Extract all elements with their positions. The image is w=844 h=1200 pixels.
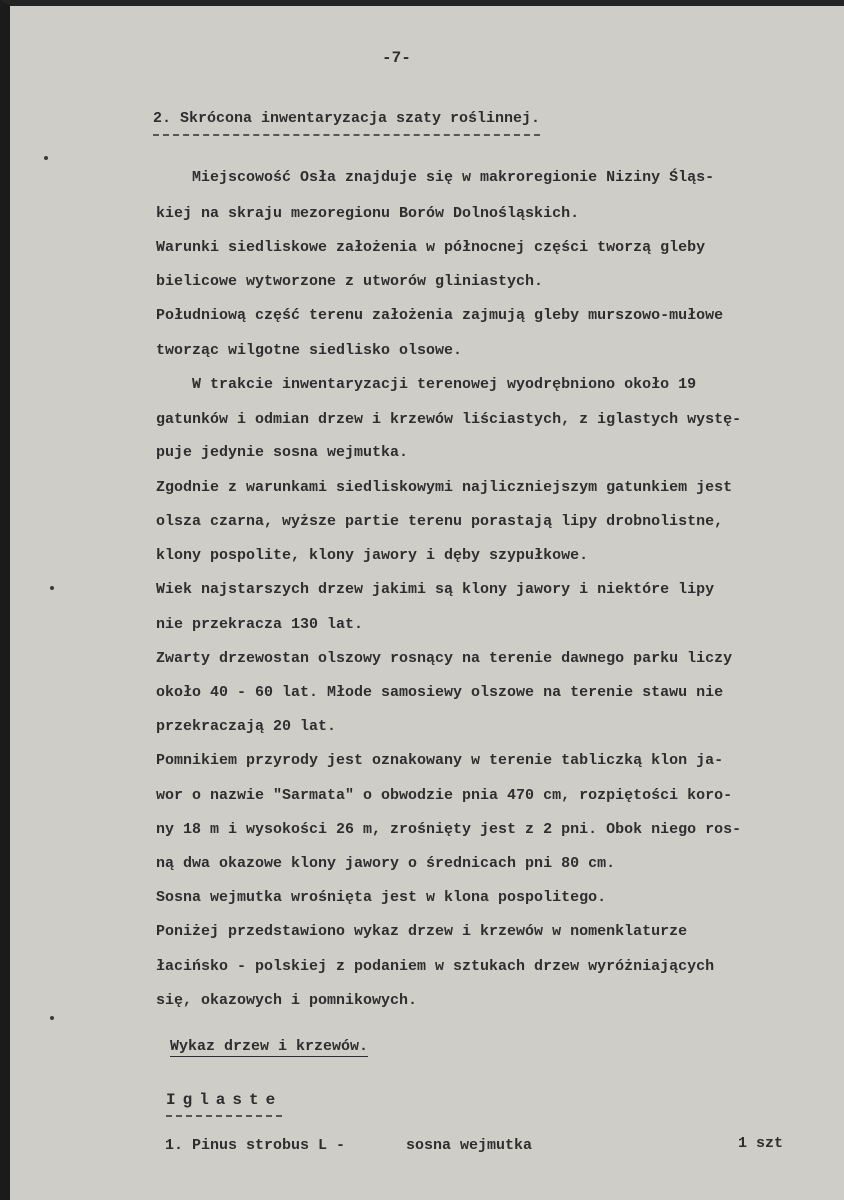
body-line: kiej na skraju mezoregionu Borów Dolnośląskich. xyxy=(156,205,580,222)
section-heading: 2. Skrócona inwentaryzacja szaty roślinnej. xyxy=(153,110,541,127)
body-line: klony pospolite, klony jawory i dęby szypułkowe. xyxy=(156,547,589,564)
body-line: ną dwa okazowe klony jawory o średnicach pni 80 cm. xyxy=(156,855,616,872)
body-line: się, okazowych i pomnikowych. xyxy=(156,992,418,1009)
body-line: Zwarty drzewostan olszowy rosnący na terenie dawnego parku liczy xyxy=(156,650,733,667)
page-number: -7- xyxy=(382,49,411,67)
species-polish: sosna wejmutka xyxy=(406,1137,533,1154)
body-line: ny 18 m i wysokości 26 m, zrośnięty jest z 2 pni. Obok niego ros- xyxy=(156,821,742,838)
body-line: wor o nazwie "Sarmata" o obwodzie pnia 470 cm, rozpiętości koro- xyxy=(156,787,733,804)
body-line: bielicowe wytworzone z utworów gliniastych. xyxy=(156,273,544,290)
species-latin: 1. Pinus strobus L - xyxy=(165,1137,346,1154)
species-quantity: 1 szt xyxy=(738,1135,784,1152)
body-line: W trakcie inwentaryzacji terenowej wyodrębniono około 19 xyxy=(156,376,697,393)
list-title: Wykaz drzew i krzewów. xyxy=(170,1038,369,1055)
body-line: łacińsko - polskiej z podaniem w sztukach drzew wyróżniających xyxy=(156,958,715,975)
punch-mark xyxy=(50,586,54,590)
body-line: puje jedynie sosna wejmutka. xyxy=(156,444,409,461)
body-line: gatunków i odmian drzew i krzewów liściastych, z iglastych wystę- xyxy=(156,411,742,428)
punch-mark xyxy=(44,156,48,160)
body-line: Poniżej przedstawiono wykaz drzew i krzewów w nomenklaturze xyxy=(156,923,688,940)
body-line: Zgodnie z warunkami siedliskowymi najliczniejszym gatunkiem jest xyxy=(156,479,733,496)
punch-mark xyxy=(50,1016,54,1020)
body-line: olsza czarna, wyższe partie terenu porastają lipy drobnolistne, xyxy=(156,513,724,530)
section-title-iglaste: Iglaste xyxy=(166,1091,283,1109)
body-line: Miejscowość Osła znajduje się w makroregionie Niziny Śląs- xyxy=(156,169,715,186)
body-line: Warunki siedliskowe założenia w północnej części tworzą gleby xyxy=(156,239,706,256)
body-line: Sosna wejmutka wrośnięta jest w klona pospolitego. xyxy=(156,889,607,906)
body-line: przekraczają 20 lat. xyxy=(156,718,337,735)
body-line: Wiek najstarszych drzew jakimi są klony jawory i niektóre lipy xyxy=(156,581,715,598)
body-line: Pomnikiem przyrody jest oznakowany w terenie tabliczką klon ja- xyxy=(156,752,724,769)
body-line: nie przekracza 130 lat. xyxy=(156,616,364,633)
body-line: około 40 - 60 lat. Młode samosiewy olszowe na terenie stawu nie xyxy=(156,684,724,701)
body-line: tworząc wilgotne siedlisko olsowe. xyxy=(156,342,463,359)
body-line: Południową część terenu założenia zajmują gleby murszowo-mułowe xyxy=(156,307,724,324)
